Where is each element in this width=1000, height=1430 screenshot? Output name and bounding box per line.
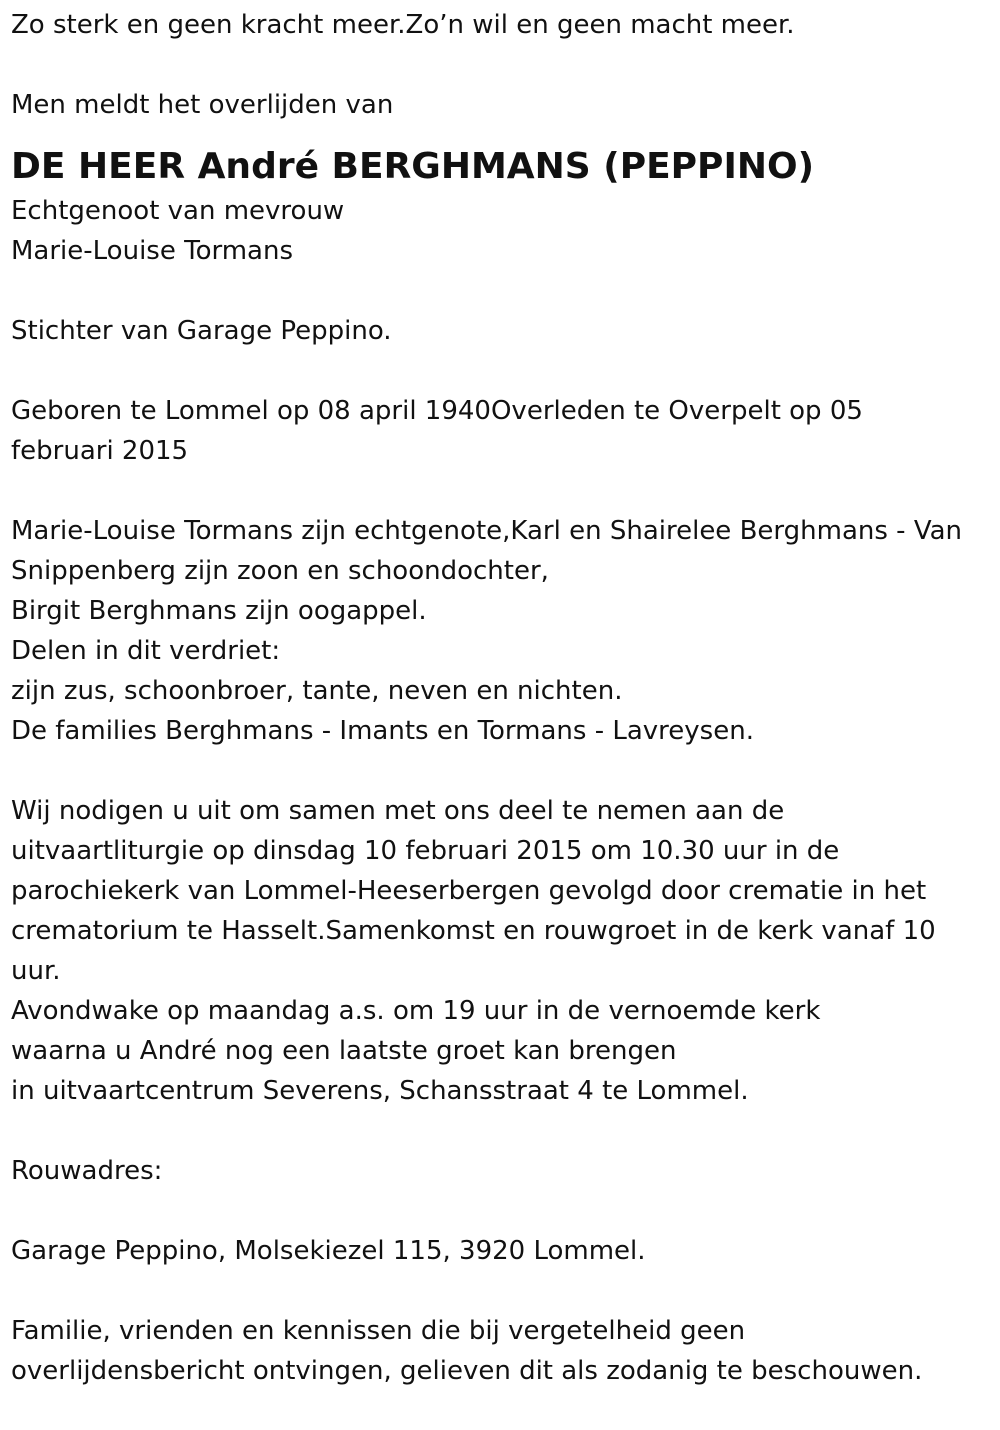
spacer (11, 45, 996, 85)
dates-line-2: februari 2015 (11, 436, 189, 466)
spacer (11, 1111, 996, 1151)
address-label: Rouwadres: (11, 1156, 163, 1186)
spacer (11, 471, 996, 511)
ceremony-line: waarna u André nog een laatste groet kan brengen (11, 1036, 677, 1066)
spacer (11, 751, 996, 791)
dates-line-1: Geboren te Lommel op 08 april 1940Overleden te Overpelt op 05 (11, 396, 863, 426)
family-line: Marie-Louise Tormans zijn echtgenote,Karl en Shairelee Berghmans - Van (11, 516, 962, 546)
quote-text: Zo sterk en geen kracht meer.Zo’n wil en geen macht meer. (11, 10, 795, 40)
ceremony-line: in uitvaartcentrum Severens, Schansstraat 4 te Lommel. (11, 1076, 749, 1106)
ceremony-line: Avondwake op maandag a.s. om 19 uur in de vernoemde kerk (11, 996, 821, 1026)
founder-text: Stichter van Garage Peppino. (11, 316, 392, 346)
ceremony-line: uitvaartliturgie op dinsdag 10 februari 2015 om 10.30 uur in de (11, 836, 840, 866)
spacer (11, 271, 996, 311)
family-line: De families Berghmans - Imants en Tormans - Lavreysen. (11, 716, 754, 746)
family-line: Snippenberg zijn zoon en schoondochter, (11, 556, 549, 586)
spacer (11, 1271, 996, 1311)
family-line: Delen in dit verdriet: (11, 636, 281, 666)
spouse-line-2: Marie-Louise Tormans (11, 236, 293, 266)
family-line: zijn zus, schoonbroer, tante, neven en nichten. (11, 676, 623, 706)
intro-text: Men meldt het overlijden van (11, 90, 394, 120)
closing-line: Familie, vrienden en kennissen die bij vergetelheid geen (11, 1316, 746, 1346)
obituary-notice (11, 5, 996, 1391)
deceased-name-heading: DE HEER André BERGHMANS (PEPPINO) (11, 146, 815, 187)
address-text: Garage Peppino, Molsekiezel 115, 3920 Lommel. (11, 1236, 646, 1266)
spacer (11, 1191, 996, 1231)
ceremony-line: uur. (11, 956, 61, 986)
spouse-line-1: Echtgenoot van mevrouw (11, 196, 345, 226)
ceremony-line: parochiekerk van Lommel-Heeserbergen gevolgd door crematie in het (11, 876, 927, 906)
closing-line: overlijdensbericht ontvingen, gelieven dit als zodanig te beschouwen. (11, 1356, 923, 1386)
ceremony-line: crematorium te Hasselt.Samenkomst en rouwgroet in de kerk vanaf 10 (11, 916, 936, 946)
family-line: Birgit Berghmans zijn oogappel. (11, 596, 427, 626)
ceremony-line: Wij nodigen u uit om samen met ons deel te nemen aan de (11, 796, 785, 826)
spacer (11, 351, 996, 391)
